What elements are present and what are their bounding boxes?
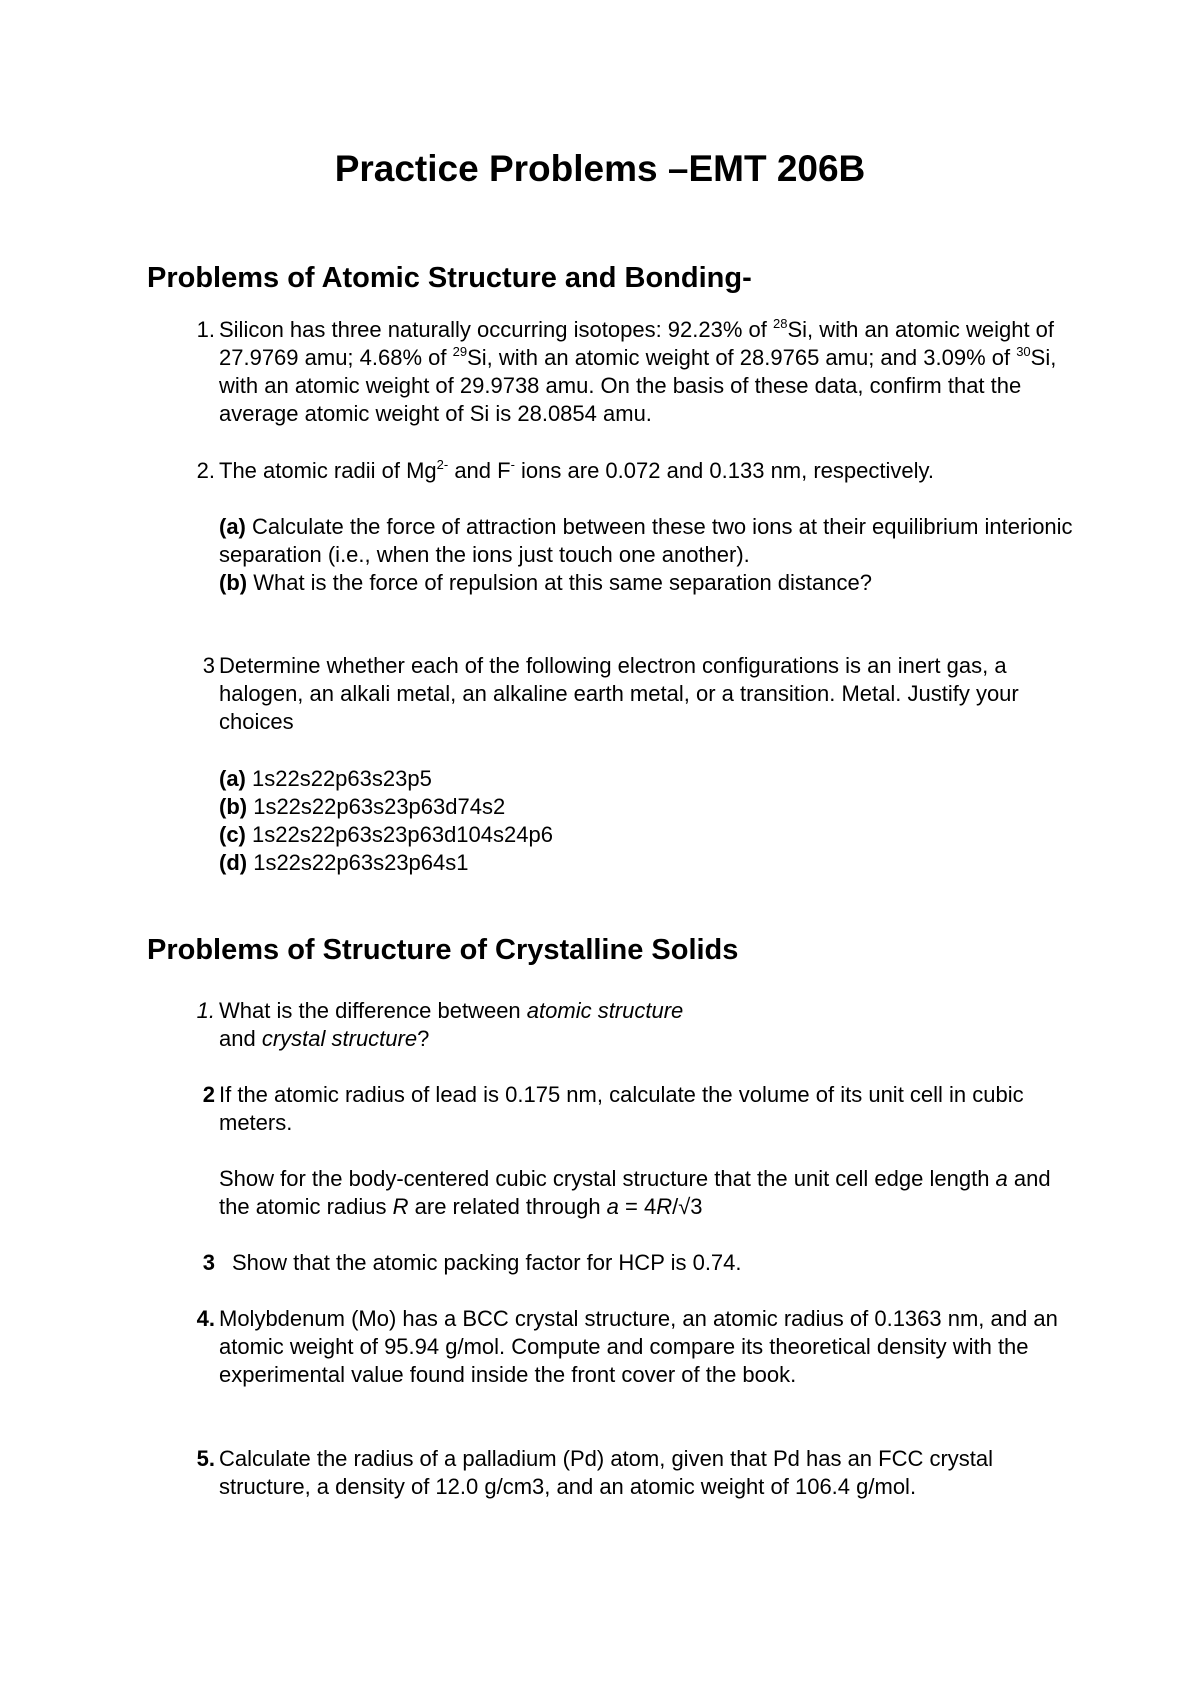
question-number: 4.	[196, 1306, 215, 1331]
question-text: Calculate the radius of a palladium (Pd) atom, given that Pd has an FCC crystal structure, a density of 12.0 g/cm3, and an atomic weight of 106.4 g/mol.	[219, 1446, 994, 1499]
question-text: What is the difference between atomic structure and crystal structure?	[219, 998, 684, 1051]
question-number: 1.	[196, 998, 215, 1023]
option-b: (b) 1s22s22p63s23p63d74s2	[219, 794, 506, 819]
problem-text: The atomic radii of $Mg^{2-}$ and F- ions are 0.072 and 0.133 nm, respectively.	[219, 457, 934, 483]
question-text: Show that the atomic packing factor for HCP is 0.74.	[232, 1250, 742, 1275]
question-text: Molybdenum (Mo) has a BCC crystal structure, an atomic radius of 0.1363 nm, and an atomic weight of 95.94 g/mol. Compute and compare its theoretical density with the experimental value found inside the front cover of the book.	[219, 1306, 1058, 1387]
question-number: 2	[202, 1082, 215, 1107]
problem-2-part-a-b: (a) Calculate the force of attraction between these two ions at their equilibrium interionic separation (i.e., when the ions just touch one another). (b) What is the force of repulsion at this same separation distance?	[219, 514, 1073, 595]
question-number: 3	[202, 1250, 215, 1275]
problem-text: Determine whether each of the following electron configurations is an inert gas, a halogen, an alkali metal, an alkaline earth metal, or a transition. Metal. Justify your choices	[219, 653, 1019, 734]
option-d: (d) 1s22s22p63s23p64s1	[219, 850, 469, 875]
section-heading-crystalline-solids: Problems of Structure of Crystalline Solids	[147, 934, 739, 966]
question-text: If the atomic radius of lead is 0.175 nm, calculate the volume of its unit cell in cubic meters.	[219, 1082, 1024, 1135]
question-text-bcc: Show for the body-centered cubic crystal structure that the unit cell edge length a and the atomic radius R are related through a = 4R/√3	[219, 1166, 1051, 1219]
problem-number: 1.	[196, 317, 215, 342]
option-a: (a) 1s22s22p63s23p5	[219, 766, 432, 791]
page-title: Practice Problems –EMT 206B	[334, 148, 866, 189]
question-number: 5.	[196, 1446, 215, 1471]
problem-number: 2.	[196, 458, 215, 483]
section-heading-atomic-structure: Problems of Atomic Structure and Bonding-	[147, 262, 752, 294]
problem-number: 3	[202, 653, 215, 678]
option-c: (c) 1s22s22p63s23p63d104s24p6	[219, 822, 553, 847]
problem-text: Silicon has three naturally occurring isotopes: 92.23% of $^{28}$Si, with an atomic weight of 27.9769 amu; 4.68% of $^{29}$Si, with an atomic weight of 28.9765 amu; and 3.09% of $^{30}$Si, with an atomic weight of 29.9738 amu. On the basis of these data, confirm that the average atomic weight of Si is 28.0854 amu.	[219, 316, 1057, 426]
